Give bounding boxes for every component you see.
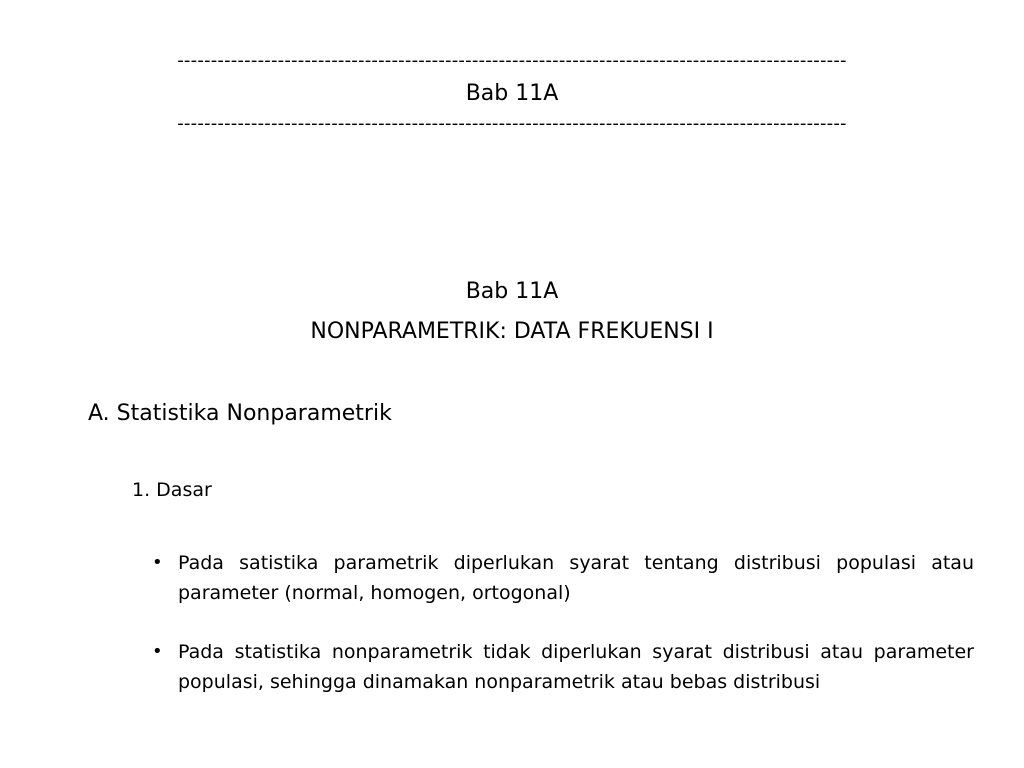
header-divider-top: ---------------------------------------------------------------------------------------------------- bbox=[177, 52, 847, 70]
header-block bbox=[0, 52, 1024, 133]
bullet-list bbox=[152, 548, 974, 726]
bullet-item bbox=[152, 548, 974, 608]
header-title: Bab 11A bbox=[465, 81, 559, 106]
subsection-title: 1. Dasar bbox=[132, 479, 212, 501]
header-divider-bottom: ---------------------------------------------------------------------------------------------------- bbox=[177, 115, 847, 133]
section-title: A. Statistika Nonparametrik bbox=[88, 401, 392, 426]
bullet-text: Pada satistika parametrik diperlukan syarat tentang distribusi populasi atau parameter (normal, homogen, ortogonal) bbox=[178, 552, 974, 604]
bullet-text: Pada statistika nonparametrik tidak diperlukan syarat distribusi atau parameter populasi, sehingga dinamakan nonparametrik atau bebas distribusi bbox=[178, 641, 974, 693]
bullet-icon: • bbox=[152, 641, 163, 662]
chapter-title: NONPARAMETRIK: DATA FREKUENSI I bbox=[310, 319, 714, 344]
chapter-heading: Bab 11A bbox=[465, 279, 559, 304]
bullet-item bbox=[152, 637, 974, 697]
bullet-icon: • bbox=[152, 552, 163, 573]
